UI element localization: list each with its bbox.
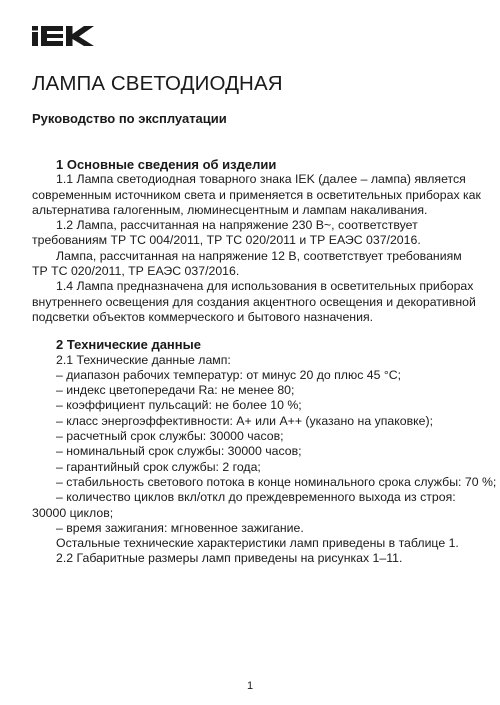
paragraph-line: 1.1 Лампа светодиодная товарного знака IEK (далее – лампа) является: [56, 172, 466, 187]
list-item: – гарантийный срок службы: 2 года;: [56, 459, 261, 474]
document-subtitle: Руководство по эксплуатации: [32, 111, 227, 126]
paragraph-line: 1.4 Лампа предназначена для использования в осветительных приборах: [56, 279, 474, 294]
paragraph-line: ТР ТС 020/2011, ТР ЕАЭС 037/2016.: [32, 264, 240, 279]
paragraph-line: Остальные технические характеристики ламп приведены в таблице 1.: [56, 536, 459, 551]
iek-logo: [32, 26, 94, 46]
list-item: – количество циклов вкл/откл до преждевременного выхода из строя:: [56, 490, 456, 505]
list-item: – расчетный срок службы: 30000 часов;: [56, 429, 284, 444]
list-item: – индекс цветопередачи Ra: не менее 80;: [56, 383, 295, 398]
list-item: – номинальный срок службы: 30000 часов;: [56, 444, 302, 459]
paragraph-line: подсветки объектов коммерческого и бытового назначения.: [32, 309, 374, 324]
paragraph-line: 2.2 Габаритные размеры ламп приведены на рисунках 1–11.: [56, 551, 403, 566]
section-2-heading: 2 Технические данные: [56, 337, 201, 353]
list-intro: 2.1 Технические данные ламп:: [56, 352, 231, 367]
list-item: – коэффициент пульсаций: не более 10 %;: [56, 398, 302, 413]
list-item: – диапазон рабочих температур: от минус 20 до плюс 45 °С;: [56, 367, 402, 382]
list-item: – время зажигания: мгновенное зажигание.: [56, 520, 304, 535]
list-item: – класс энергоэффективности: А+ или А++ (указано на упаковке);: [56, 413, 433, 428]
section-1-heading: 1 Основные сведения об изделии: [56, 157, 277, 172]
paragraph-line: современным источником света и применяется в осветительных приборах как: [32, 187, 481, 202]
paragraph-line: внутреннего освещения для создания акцентного освещения и декоративной: [32, 294, 476, 309]
document-body: [32, 157, 497, 567]
document-title: ЛАМПА СВЕТОДИОДНАЯ: [32, 72, 283, 95]
paragraph-line: 1.2 Лампа, рассчитанная на напряжение 230 В~, соответствует: [56, 218, 418, 233]
list-item-continuation: 30000 циклов;: [32, 505, 114, 520]
paragraph-line: требованиям ТР ТС 004/2011, ТР ТС 020/2011 и ТР ЕАЭС 037/2016.: [32, 233, 421, 248]
paragraph-line: альтернатива галогенным, люминесцентным и лампам накаливания.: [32, 202, 428, 217]
list-item: – стабильность светового потока в конце номинального срока службы: 70 %;: [56, 474, 497, 489]
paragraph-line: Лампа, рассчитанная на напряжение 12 В, соответствует требованиям: [56, 248, 462, 263]
page-number: 1: [246, 680, 254, 692]
